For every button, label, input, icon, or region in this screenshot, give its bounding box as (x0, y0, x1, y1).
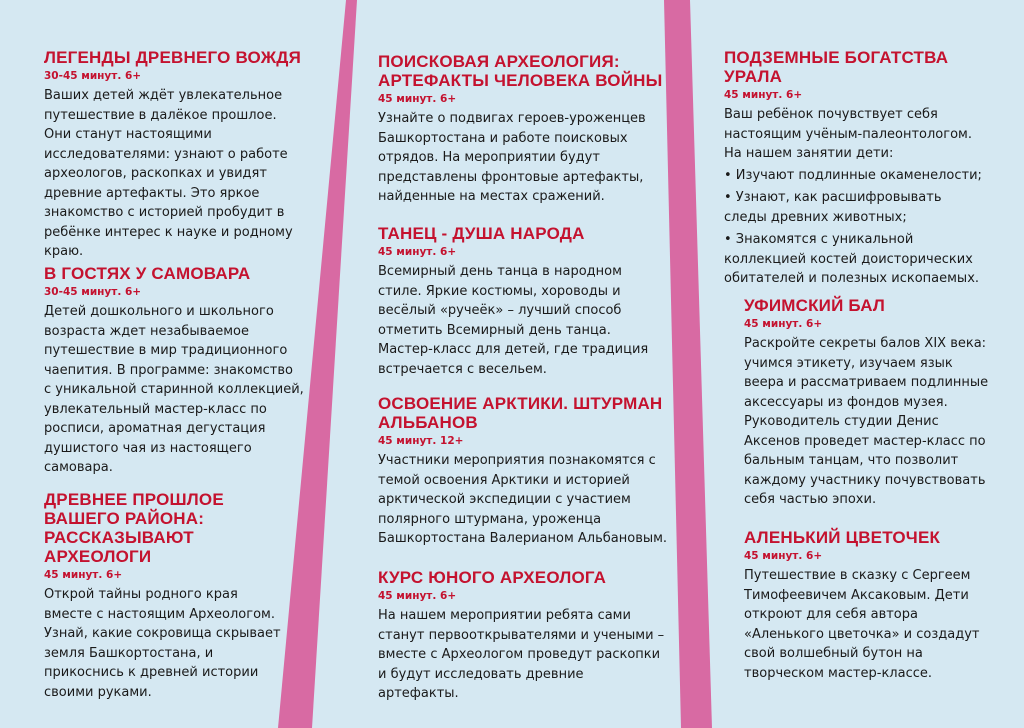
bullet-item: • Узнают, как расшифровывать следы древних животных; (724, 190, 942, 225)
program-card-ancient-past (44, 490, 284, 702)
program-title: КУРС ЮНОГО АРХЕОЛОГА (378, 568, 607, 587)
program-duration: 45 минут. 6+ (378, 93, 457, 105)
program-title: ТАНЕЦ - ДУША НАРОДА (378, 224, 585, 243)
program-card-legends (44, 48, 306, 262)
program-card-scarlet-flower (744, 528, 990, 683)
program-description: Участники мероприятия познакомятся с темой освоения Арктики и историей арктической экспедиции с участием полярного штурмана, уроженца Башкортостана Валерианом Альбановым. (378, 453, 668, 546)
program-duration: 45 минут. 6+ (44, 569, 123, 581)
program-description: Раскройте секреты балов XIX века: учимся этикету, изучаем язык веера и рассматриваем подлинные аксессуары из фондов музея. Руководитель студии Денис Аксенов проведет мастер-класс по бальным танцам, что позволит каждому участнику почувствовать себя частью эпохи. (744, 336, 989, 507)
program-description: Всемирный день танца в народном стиле. Яркие костюмы, хороводы и весёлый «ручеёк» – лучший способ отметить Всемирный день танца. Мастер-класс для детей, где традиция встречается с весельем. (378, 264, 649, 377)
program-card-young-archaeologist (378, 568, 668, 704)
program-title: ПОИСКОВАЯ АРХЕОЛОГИЯ: АРТЕФАКТЫ ЧЕЛОВЕКА ВОЙНЫ (378, 52, 663, 90)
program-title: ОСВОЕНИЕ АРКТИКИ. ШТУРМАН АЛЬБАНОВ (378, 394, 663, 432)
program-duration: 30-45 минут. 6+ (44, 70, 142, 82)
program-bullet-list (724, 166, 984, 289)
program-title: АЛЕНЬКИЙ ЦВЕТОЧЕК (744, 528, 941, 547)
program-card-ufa-ball (744, 296, 990, 510)
program-description: Детей дошкольного и школьного возраста ждет незабываемое путешествие в мир традиционного чаепития. В программе: знакомство с уникальной старинной коллекцией, увлекательный мастер-класс по росписи, ароматная дегустация душистого чая из настоящего самовара. (44, 304, 304, 475)
program-title: ДРЕВНЕЕ ПРОШЛОЕ ВАШЕГО РАЙОНА: РАССКАЗЫВАЮТ АРХЕОЛОГИ (44, 490, 224, 566)
program-duration: 30-45 минут. 6+ (44, 286, 142, 298)
program-title: ЛЕГЕНДЫ ДРЕВНЕГО ВОЖДЯ (44, 48, 301, 67)
bullet-item: • Знакомятся с уникальной коллекцией костей доисторических обитателей и полезных ископаемых. (724, 232, 980, 286)
program-title: ПОДЗЕМНЫЕ БОГАТСТВА УРАЛА (724, 48, 949, 86)
program-duration: 45 минут. 6+ (378, 590, 457, 602)
program-duration: 45 минут. 6+ (724, 89, 803, 101)
program-description: Открой тайны родного края вместе с настоящим Археологом. Узнай, какие сокровища скрывает земля Башкортостана, и прикоснись к древней истории своими руками. (44, 587, 281, 700)
program-description: Путешествие в сказку с Сергеем Тимофеевичем Аксаковым. Дети откроют для себя автора «Аленького цветочка» и создадут свой волшебный бутон на творческом мастер-классе. (744, 568, 980, 681)
program-title: В ГОСТЯХ У САМОВАРА (44, 264, 251, 283)
program-card-samovar (44, 264, 304, 478)
program-description: Ваших детей ждёт увлекательное путешествие в далёкое прошлое. Они станут настоящими исследователями: узнают о работе археологов, раскопках и увидят древние артефакты. Это яркое знакомство с историей пробудит в ребёнке интерес к науке и родному краю. (44, 88, 293, 259)
program-card-search-archaeology (378, 52, 668, 207)
program-duration: 45 минут. 6+ (744, 550, 823, 562)
bullet-item: • Изучают подлинные окаменелости; (724, 167, 982, 183)
program-card-arctic (378, 394, 670, 549)
program-duration: 45 минут. 12+ (378, 435, 464, 447)
right-pink-stripe (664, 0, 712, 728)
program-description: Ваш ребёнок почувствует себя настоящим учёным-палеонтологом. На нашем занятии дети: (724, 107, 972, 161)
program-description: Узнайте о подвигах героев-уроженцев Башкортостана и работе поисковых отрядов. На мероприятии будут представлены фронтовые артефакты, найденные на местах сражений. (378, 111, 646, 204)
program-description: На нашем мероприятии ребята сами станут первооткрывателями и учеными – вместе с Археологом проведут раскопки и будут исследовать древние артефакты. (378, 608, 665, 701)
program-title: УФИМСКИЙ БАЛ (744, 296, 886, 315)
program-card-ural-riches (724, 48, 984, 289)
program-duration: 45 минут. 6+ (744, 318, 823, 330)
program-card-dance (378, 224, 666, 379)
program-duration: 45 минут. 6+ (378, 246, 457, 258)
